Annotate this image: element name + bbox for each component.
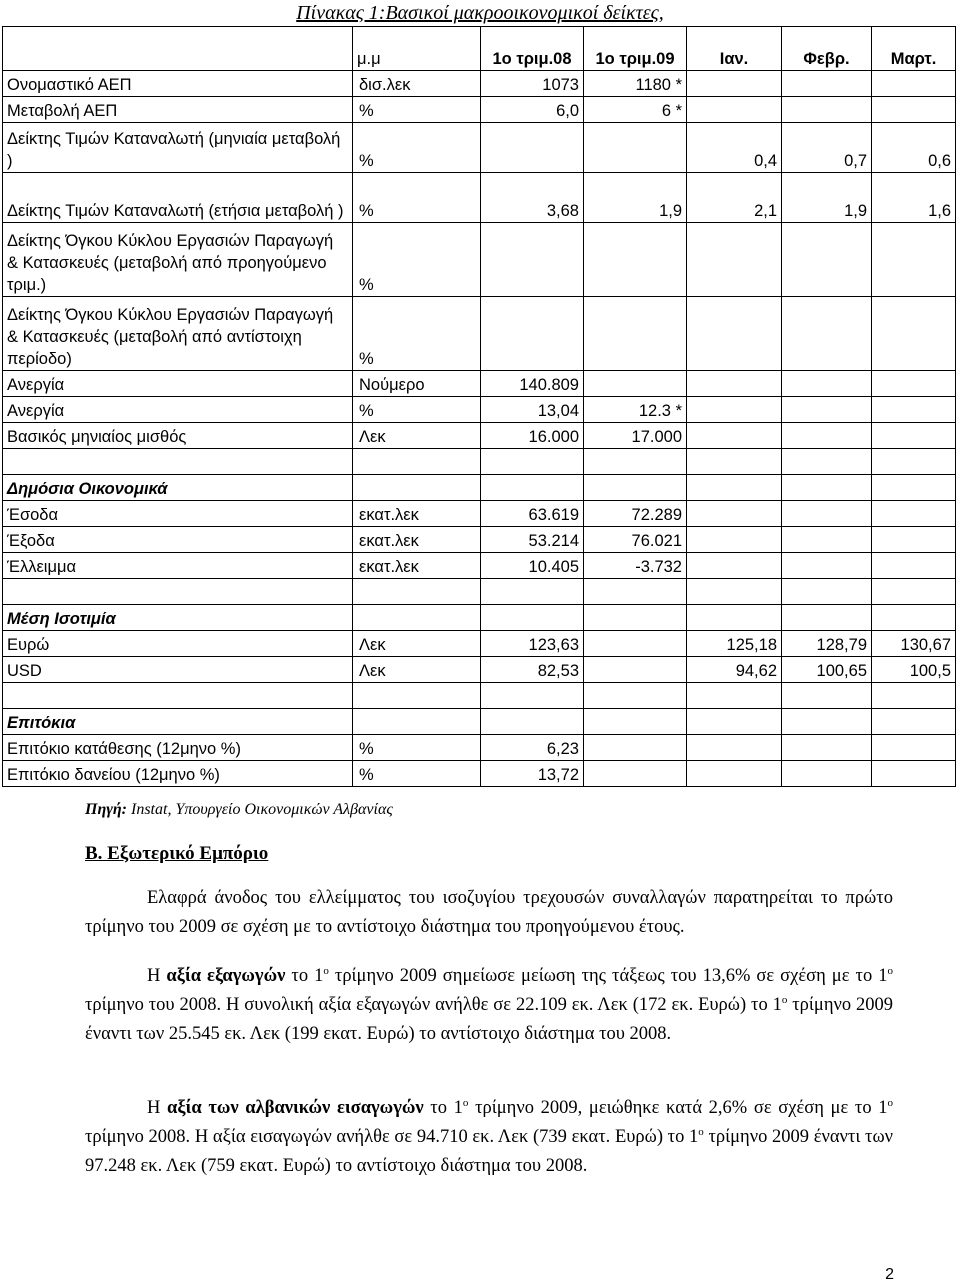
value-q1-09 xyxy=(584,631,687,657)
superscript: ο xyxy=(462,1097,469,1109)
value-q1-08: 140.809 xyxy=(481,371,584,397)
text-run: τρίμηνο 2009 έναντι των 97.248 εκ. Λεκ (759 εκατ. Ευρώ) το αντίστοιχο διάστημα του 2008. xyxy=(85,1127,893,1176)
value-jan xyxy=(687,397,782,423)
value-feb xyxy=(782,423,872,449)
value-feb: 128,79 xyxy=(782,631,872,657)
value-feb xyxy=(782,297,872,371)
row-label: Μεταβολή ΑΕΠ xyxy=(3,97,353,123)
text-run: τρίμηνο 2009, μειώθηκε κατά 2,6% σε σχέση με το 1 xyxy=(468,1098,888,1118)
table-row xyxy=(3,297,956,371)
value-feb: 0,7 xyxy=(782,123,872,173)
row-label: Δείκτης Όγκου Κύκλου Εργασιών Παραγωγή & Κατασκευές (μεταβολή από αντίστοιχη περίοδο) xyxy=(3,297,353,371)
value-q1-08: 6,23 xyxy=(481,735,584,761)
value-mar: 130,67 xyxy=(872,631,956,657)
row-label: Δείκτης Τιμών Καταναλωτή (ετήσια μεταβολή ) xyxy=(3,173,353,223)
value-jan xyxy=(687,97,782,123)
value-mar xyxy=(872,223,956,297)
section-b-heading: B. Εξωτερικό Εμπόριο xyxy=(85,843,269,864)
table-row xyxy=(3,501,956,527)
row-label: Επιτόκιο δανείου (12μηνο %) xyxy=(3,761,353,787)
row-label: Έξοδα xyxy=(3,527,353,553)
row-label: USD xyxy=(3,657,353,683)
row-unit: Νούμερο xyxy=(353,371,481,397)
row-unit: % xyxy=(353,173,481,223)
value-q1-09 xyxy=(584,657,687,683)
row-label: Ανεργία xyxy=(3,397,353,423)
macro-indicators-table xyxy=(2,26,956,787)
table-row xyxy=(3,397,956,423)
value-q1-09 xyxy=(584,297,687,371)
text-run: Η xyxy=(147,1098,168,1118)
text-run: τρίμηνο 2009 σημείωσε μείωση της τάξεως του 13,6% σε σχέση με το 1 xyxy=(328,966,888,986)
value-q1-09: 1,9 xyxy=(584,173,687,223)
section-row xyxy=(3,475,956,501)
value-jan xyxy=(687,71,782,97)
table-row xyxy=(3,761,956,787)
value-mar xyxy=(872,423,956,449)
value-q1-09: 72.289 xyxy=(584,501,687,527)
value-feb: 1,9 xyxy=(782,173,872,223)
value-jan: 94,62 xyxy=(687,657,782,683)
spacer-row xyxy=(3,449,956,475)
value-feb xyxy=(782,97,872,123)
row-label: Ανεργία xyxy=(3,371,353,397)
spacer-row xyxy=(3,683,956,709)
table-row xyxy=(3,123,956,173)
row-label: Έσοδα xyxy=(3,501,353,527)
superscript: ο xyxy=(323,965,329,977)
value-q1-09: -3.732 xyxy=(584,553,687,579)
value-mar xyxy=(872,371,956,397)
value-q1-09 xyxy=(584,223,687,297)
value-q1-09: 12.3 * xyxy=(584,397,687,423)
row-label: Επιτόκιο κατάθεσης (12μηνο %) xyxy=(3,735,353,761)
header-jan: Ιαν. xyxy=(687,27,782,71)
text-run: το 1 xyxy=(285,966,324,986)
paragraph-imports xyxy=(85,1094,893,1181)
value-q1-08: 6,0 xyxy=(481,97,584,123)
value-mar: 0,6 xyxy=(872,123,956,173)
header-mar: Μαρτ. xyxy=(872,27,956,71)
paragraph-text: Ελαφρά άνοδος του ελλείμματος του ισοζυγίου τρεχουσών συναλλαγών παρατηρείται το πρώτο τρίμηνο του 2009 σε σχέση με το αντίστοιχο διάστημα του προηγούμενου έτους. xyxy=(85,888,893,937)
paragraph-exports xyxy=(85,962,893,1049)
table-row xyxy=(3,173,956,223)
source-label: Πηγή: xyxy=(85,801,127,818)
value-jan: 125,18 xyxy=(687,631,782,657)
row-unit: δισ.λεκ xyxy=(353,71,481,97)
value-jan xyxy=(687,297,782,371)
section-heading-rates: Επιτόκια xyxy=(3,709,353,735)
source-text: Instat, Υπουργείο Οικονομικών Αλβανίας xyxy=(127,801,393,818)
row-unit: % xyxy=(353,761,481,787)
value-jan xyxy=(687,423,782,449)
text-run: το 1 xyxy=(423,1098,463,1118)
row-label: Έλλειμμα xyxy=(3,553,353,579)
row-label: Βασικός μηνιαίος μισθός xyxy=(3,423,353,449)
row-unit: % xyxy=(353,397,481,423)
value-q1-08: 123,63 xyxy=(481,631,584,657)
table-row xyxy=(3,553,956,579)
value-mar: 1,6 xyxy=(872,173,956,223)
spacer-row xyxy=(3,579,956,605)
row-label: Δείκτης Όγκου Κύκλου Εργασιών Παραγωγή & Κατασκευές (μεταβολή από προηγούμενο τριμ.) xyxy=(3,223,353,297)
table-row xyxy=(3,423,956,449)
value-mar xyxy=(872,71,956,97)
value-q1-09 xyxy=(584,123,687,173)
row-unit: % xyxy=(353,97,481,123)
section-row xyxy=(3,605,956,631)
value-jan xyxy=(687,223,782,297)
value-feb xyxy=(782,371,872,397)
bold-term: αξία των αλβανικών εισαγωγών xyxy=(167,1098,424,1118)
table-row xyxy=(3,97,956,123)
row-label: Ονομαστικό ΑΕΠ xyxy=(3,71,353,97)
value-q1-08 xyxy=(481,123,584,173)
superscript: ο xyxy=(887,965,893,977)
value-jan: 2,1 xyxy=(687,173,782,223)
bold-term: αξία εξαγωγών xyxy=(166,966,286,986)
value-q1-08: 82,53 xyxy=(481,657,584,683)
value-jan: 0,4 xyxy=(687,123,782,173)
source-note xyxy=(85,801,393,819)
value-feb xyxy=(782,71,872,97)
value-q1-08: 53.214 xyxy=(481,527,584,553)
header-feb: Φεβρ. xyxy=(782,27,872,71)
table-row xyxy=(3,223,956,297)
row-unit: εκατ.λεκ xyxy=(353,553,481,579)
table-title: Πίνακας 1:Βασικοί μακροοικονομικοί δείκτες, xyxy=(296,2,664,24)
row-unit: εκατ.λεκ xyxy=(353,527,481,553)
value-mar xyxy=(872,97,956,123)
superscript: ο xyxy=(887,1097,894,1109)
row-unit: Λεκ xyxy=(353,423,481,449)
table-row xyxy=(3,657,956,683)
table-row xyxy=(3,527,956,553)
value-mar xyxy=(872,397,956,423)
text-run: τρίμηνο του 2008. Η συνολική αξία εξαγωγών ανήλθε σε 22.109 εκ. Λεκ (172 εκ. Ευρώ) το 1 xyxy=(85,995,782,1015)
header-label-cell xyxy=(3,27,353,71)
section-heading-exchange: Μέση Ισοτιμία xyxy=(3,605,353,631)
text-run: τρίμηνο 2008. Η αξία εισαγωγών ανήλθε σε 94.710 εκ. Λεκ (739 εκατ. Ευρώ) το 1 xyxy=(85,1127,699,1147)
table-row xyxy=(3,371,956,397)
value-q1-08: 13,04 xyxy=(481,397,584,423)
row-unit: Λεκ xyxy=(353,631,481,657)
section-row xyxy=(3,709,956,735)
header-q1-09: 1ο τριμ.09 xyxy=(584,27,687,71)
text-run: τρίμηνο 2009 έναντι των 25.545 εκ. Λεκ (199 εκατ. Ευρώ) το αντίστοιχο διάστημα του 2008. xyxy=(85,995,893,1044)
value-q1-08 xyxy=(481,297,584,371)
value-q1-09: 17.000 xyxy=(584,423,687,449)
section-heading-public-finance: Δημόσια Οικονομικά xyxy=(3,475,353,501)
value-mar xyxy=(872,297,956,371)
paragraph-current-account xyxy=(85,884,893,942)
value-q1-08: 16.000 xyxy=(481,423,584,449)
value-feb xyxy=(782,397,872,423)
value-q1-08: 3,68 xyxy=(481,173,584,223)
table-row xyxy=(3,631,956,657)
value-feb xyxy=(782,223,872,297)
row-unit: Λεκ xyxy=(353,657,481,683)
value-q1-08: 10.405 xyxy=(481,553,584,579)
page-number: 2 xyxy=(885,1266,894,1283)
value-q1-08: 1073 xyxy=(481,71,584,97)
row-unit: % xyxy=(353,223,481,297)
value-q1-09: 1180 * xyxy=(584,71,687,97)
superscript: ο xyxy=(781,994,788,1006)
value-q1-09 xyxy=(584,371,687,397)
value-feb: 100,65 xyxy=(782,657,872,683)
superscript: ο xyxy=(698,1126,704,1138)
row-label: Ευρώ xyxy=(3,631,353,657)
text-run: Η xyxy=(147,966,167,986)
value-q1-09: 6 * xyxy=(584,97,687,123)
value-q1-08: 63.619 xyxy=(481,501,584,527)
value-q1-08: 13,72 xyxy=(481,761,584,787)
header-unit: μ.μ xyxy=(353,27,481,71)
value-q1-09: 76.021 xyxy=(584,527,687,553)
row-unit: εκατ.λεκ xyxy=(353,501,481,527)
value-mar: 100,5 xyxy=(872,657,956,683)
row-unit: % xyxy=(353,735,481,761)
table-row xyxy=(3,71,956,97)
value-q1-08 xyxy=(481,223,584,297)
header-q1-08: 1ο τριμ.08 xyxy=(481,27,584,71)
row-unit: % xyxy=(353,123,481,173)
header-row xyxy=(3,27,956,71)
row-label: Δείκτης Τιμών Καταναλωτή (μηνιαία μεταβολή ) xyxy=(3,123,353,173)
table-row xyxy=(3,735,956,761)
value-jan xyxy=(687,371,782,397)
row-unit: % xyxy=(353,297,481,371)
